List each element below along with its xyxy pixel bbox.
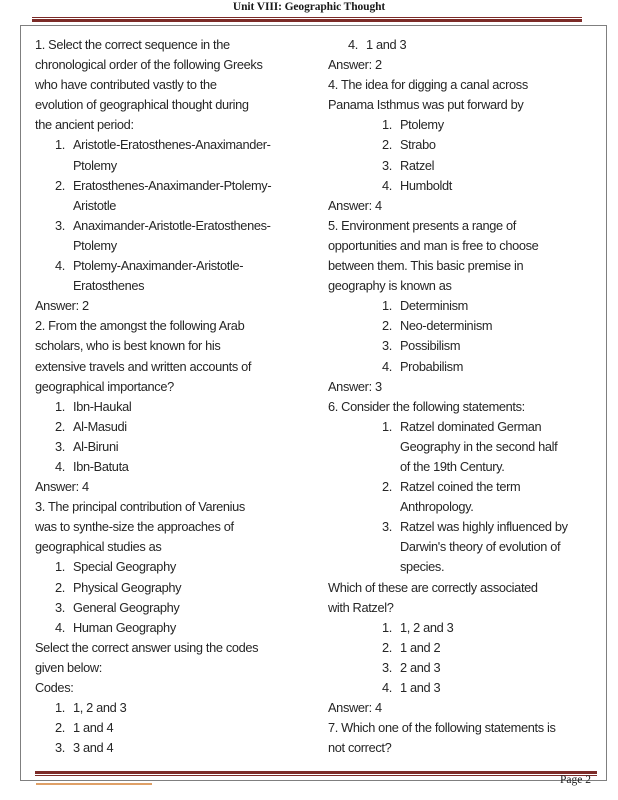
line-text: species.: [400, 559, 445, 575]
header-rule-thin-line: [32, 17, 582, 18]
text-line: [328, 276, 578, 296]
option-number: 2.: [382, 639, 392, 655]
line-text: chronological order of the following Greeks: [35, 57, 263, 73]
text-line: [328, 537, 578, 557]
header-rule-thick-line: [32, 19, 582, 22]
option-line: [328, 477, 578, 497]
line-text: Ratzel dominated German: [400, 418, 542, 434]
text-line: [328, 598, 578, 618]
text-line: [328, 578, 578, 598]
line-text: Answer: 2: [35, 298, 89, 314]
option-number: 3.: [55, 438, 65, 454]
text-line: [328, 698, 578, 718]
footer-rule: [35, 771, 597, 776]
page-header-title: Unit VIII: Geographic Thought: [232, 1, 386, 13]
line-text: Anthropology.: [400, 499, 474, 515]
option-number: 1.: [55, 398, 65, 414]
option-number: 2.: [55, 579, 65, 595]
option-line: [328, 156, 578, 176]
text-line: [35, 477, 314, 497]
line-text: Determinism: [400, 298, 468, 314]
line-text: opportunities and man is free to choose: [328, 237, 539, 253]
text-line: [35, 55, 314, 75]
option-line: [35, 397, 314, 417]
text-line: [328, 75, 578, 95]
option-line: [35, 176, 314, 196]
line-text: Possibilism: [400, 338, 461, 354]
option-number: 2.: [382, 137, 392, 153]
option-number: 4.: [382, 680, 392, 695]
line-text: Al-Biruni: [73, 438, 119, 454]
text-line: [328, 55, 578, 75]
line-text: Answer: 2: [328, 57, 382, 73]
line-text: with Ratzel?: [328, 599, 394, 615]
text-line: [35, 156, 314, 176]
line-text: 2. From the amongst the following Arab: [35, 318, 245, 334]
line-text: 1 and 2: [400, 639, 441, 655]
line-text: between them. This basic premise in: [328, 258, 524, 274]
option-number: 1.: [55, 137, 65, 153]
option-line: [35, 216, 314, 236]
line-text: who have contributed vastly to the: [35, 77, 217, 93]
text-line: [328, 557, 578, 577]
option-line: [35, 598, 314, 618]
option-number: 4.: [55, 458, 65, 474]
option-line: [35, 718, 314, 738]
option-number: 2.: [382, 479, 392, 495]
line-text: was to synthe-size the approaches of: [35, 519, 234, 535]
line-text: Ibn-Haukal: [73, 398, 132, 414]
text-line: [328, 256, 578, 276]
line-text: Neo-determinism: [400, 318, 493, 334]
text-line: [35, 678, 314, 698]
option-number: 2.: [55, 720, 65, 736]
line-text: General Geography: [73, 599, 180, 615]
text-line: [328, 457, 578, 477]
left-column: [35, 35, 314, 758]
line-text: Probabilism: [400, 358, 464, 374]
line-text: not correct?: [328, 740, 392, 756]
option-line: [35, 578, 314, 598]
line-text: Answer: 4: [328, 700, 382, 716]
line-text: Humboldt: [400, 177, 452, 193]
option-number: 1.: [382, 418, 392, 434]
text-line: [35, 357, 314, 377]
page-number: Page 2: [560, 774, 591, 786]
line-text: Human Geography: [73, 619, 176, 635]
line-text: Answer: 4: [35, 479, 89, 495]
option-number: 3.: [382, 157, 392, 173]
text-line: [328, 216, 578, 236]
line-text: Answer: 4: [328, 197, 382, 213]
option-number: 3.: [382, 519, 392, 535]
option-line: [328, 417, 578, 437]
line-text: 5. Environment presents a range of: [328, 217, 516, 233]
line-text: Strabo: [400, 137, 436, 153]
line-text: Ratzel was highly influenced by: [400, 519, 568, 535]
option-number: 4.: [382, 177, 392, 193]
line-text: Ratzel: [400, 157, 435, 173]
text-line: [35, 517, 314, 537]
line-text: Ibn-Batuta: [73, 458, 129, 474]
text-line: [35, 75, 314, 95]
option-line: [328, 115, 578, 135]
text-line: [35, 296, 314, 316]
option-line: [328, 678, 578, 698]
line-text: geography is known as: [328, 278, 452, 294]
option-line: [35, 557, 314, 577]
line-text: 1 and 3: [400, 680, 441, 695]
line-text: 3. The principal contribution of Varenius: [35, 499, 245, 515]
text-line: [35, 276, 314, 296]
line-text: 1, 2 and 3: [73, 700, 127, 716]
line-text: Ptolemy: [73, 237, 117, 253]
text-line: [328, 196, 578, 216]
line-text: 6. Consider the following statements:: [328, 398, 525, 414]
text-line: [35, 497, 314, 517]
text-line: [35, 537, 314, 557]
option-line: [328, 618, 578, 638]
option-line: [35, 135, 314, 155]
option-number: 4.: [382, 358, 392, 374]
text-line: [328, 497, 578, 517]
line-text: Aristotle-Eratosthenes-Anaximander-: [73, 137, 271, 153]
line-text: 7. Which one of the following statements is: [328, 720, 556, 736]
text-line: [328, 437, 578, 457]
line-text: 1. Select the correct sequence in the: [35, 37, 230, 52]
option-line: [328, 316, 578, 336]
text-line: [35, 196, 314, 216]
footer-rule-thin-line: [35, 775, 597, 776]
text-line: [35, 95, 314, 115]
footer-rule-thick-line: [35, 771, 597, 774]
text-line: [35, 638, 314, 658]
text-line: [328, 738, 578, 758]
line-text: scholars, who is best known for his: [35, 338, 221, 354]
line-text: Darwin's theory of evolution of: [400, 539, 561, 555]
option-line: [35, 256, 314, 276]
text-line: [35, 236, 314, 256]
line-text: extensive travels and written accounts of: [35, 358, 252, 374]
text-line: [35, 658, 314, 678]
option-number: 3.: [382, 659, 392, 675]
line-text: Codes:: [35, 680, 74, 695]
line-text: Ptolemy: [400, 117, 444, 133]
option-number: 3.: [55, 599, 65, 615]
option-line: [35, 738, 314, 758]
line-text: Ptolemy-Anaximander-Aristotle-: [73, 258, 244, 274]
option-line: [328, 517, 578, 537]
option-number: 1.: [382, 117, 392, 133]
line-text: Aristotle: [73, 197, 117, 213]
right-column: [328, 35, 578, 758]
line-text: 4. The idea for digging a canal across: [328, 77, 528, 93]
option-number: 1.: [55, 700, 65, 716]
option-line: [328, 135, 578, 155]
option-line: [35, 698, 314, 718]
option-number: 3.: [382, 338, 392, 354]
line-text: of the 19th Century.: [400, 458, 505, 474]
option-number: 1.: [55, 559, 65, 575]
option-line: [328, 658, 578, 678]
option-number: 4.: [348, 37, 358, 52]
option-number: 1.: [382, 619, 392, 635]
option-line: [328, 296, 578, 316]
option-line: [35, 417, 314, 437]
option-line: [35, 437, 314, 457]
option-line: [328, 336, 578, 356]
text-line: [328, 236, 578, 256]
line-text: Eratosthenes: [73, 278, 145, 294]
option-number: 4.: [55, 258, 65, 274]
line-text: the ancient period:: [35, 117, 134, 133]
line-text: Physical Geography: [73, 579, 182, 595]
line-text: 1 and 3: [366, 37, 407, 52]
text-line: [35, 336, 314, 356]
line-text: geographical importance?: [35, 378, 174, 394]
line-text: evolution of geographical thought during: [35, 97, 249, 113]
text-line: [35, 316, 314, 336]
questions-panel: [20, 25, 607, 781]
line-text: Anaximander-Aristotle-Eratosthenes-: [73, 217, 271, 233]
line-text: geographical studies as: [35, 539, 162, 555]
option-line: [328, 35, 578, 55]
line-text: given below:: [35, 659, 102, 675]
line-text: Special Geography: [73, 559, 176, 575]
option-number: 2.: [55, 177, 65, 193]
line-text: Eratosthenes-Anaximander-Ptolemy-: [73, 177, 272, 193]
text-line: [35, 35, 314, 55]
option-line: [328, 638, 578, 658]
line-text: Ptolemy: [73, 157, 117, 173]
option-line: [328, 357, 578, 377]
option-line: [35, 618, 314, 638]
text-line: [35, 115, 314, 135]
option-number: 4.: [55, 619, 65, 635]
footnote-separator-line: [36, 783, 152, 785]
option-number: 3.: [55, 217, 65, 233]
line-text: Panama Isthmus was put forward by: [328, 97, 524, 113]
option-number: 1.: [382, 298, 392, 314]
header-rule: [32, 17, 582, 22]
line-text: Ratzel coined the term: [400, 479, 521, 495]
option-line: [328, 176, 578, 196]
option-number: 2.: [55, 418, 65, 434]
text-line: [328, 95, 578, 115]
option-number: 3.: [55, 740, 65, 756]
text-line: [328, 397, 578, 417]
line-text: Which of these are correctly associated: [328, 579, 538, 595]
line-text: Select the correct answer using the codes: [35, 639, 259, 655]
line-text: Answer: 3: [328, 378, 382, 394]
line-text: 1, 2 and 3: [400, 619, 454, 635]
option-number: 2.: [382, 318, 392, 334]
text-line: [328, 718, 578, 738]
option-line: [35, 457, 314, 477]
line-text: 3 and 4: [73, 740, 114, 756]
text-line: [35, 377, 314, 397]
line-text: 2 and 3: [400, 659, 441, 675]
line-text: 1 and 4: [73, 720, 114, 736]
line-text: Al-Masudi: [73, 418, 127, 434]
line-text: Geography in the second half: [400, 438, 558, 454]
text-line: [328, 377, 578, 397]
